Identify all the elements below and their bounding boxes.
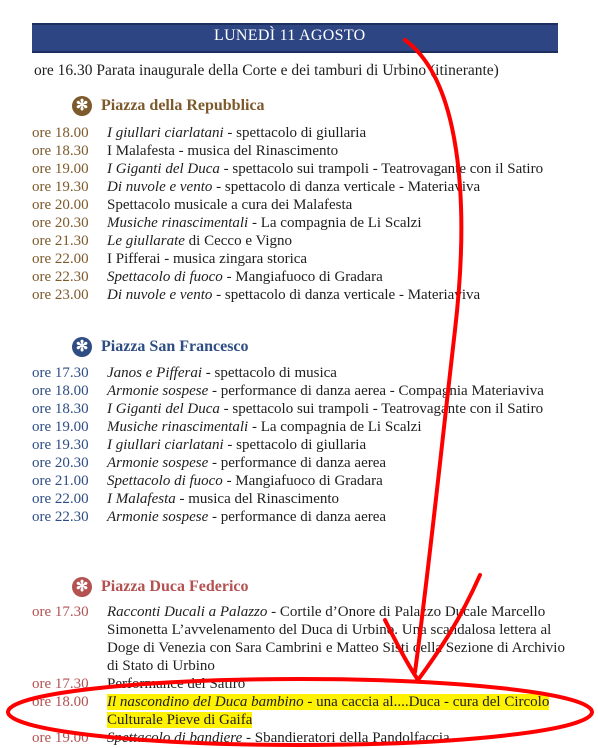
event-details: - spettacolo sui trampoli - Teatrovagante con il Satiro xyxy=(219,401,544,417)
event-details: - performance di danza aerea xyxy=(208,509,387,525)
event-details: - una caccia al....Duca - cura del Circolo Culturale Pieve di Gaifa xyxy=(107,694,550,728)
event-description xyxy=(107,400,572,418)
event-details: - spettacolo di giullaria xyxy=(223,125,367,141)
event-title: Le giullarate xyxy=(107,233,185,249)
event-time: ore 22.00 xyxy=(32,251,89,267)
event-description xyxy=(107,286,572,304)
event-description xyxy=(107,490,572,508)
event-details: - musica del Rinascimento xyxy=(175,491,340,507)
event-row xyxy=(32,160,572,178)
event-description xyxy=(107,178,572,196)
event-description xyxy=(107,472,572,490)
event-row xyxy=(32,436,572,454)
event-description xyxy=(107,603,572,675)
event-time: ore 22.00 xyxy=(32,491,89,507)
event-time: ore 19.30 xyxy=(32,179,89,195)
event-row xyxy=(32,364,572,382)
event-title: I giullari ciarlatani xyxy=(107,437,224,453)
event-time: ore 22.30 xyxy=(32,269,89,285)
event-row xyxy=(32,142,572,160)
event-details: - performance di danza aerea xyxy=(208,455,387,471)
event-time: ore 17.30 xyxy=(32,365,89,381)
event-time: ore 19.00 xyxy=(32,419,89,435)
event-row xyxy=(32,196,572,214)
event-details: I Pifferai - musica zingara storica xyxy=(107,251,308,267)
event-title: I Giganti del Duca xyxy=(107,401,220,417)
event-time: ore 19.30 xyxy=(32,437,89,453)
section-title: Piazza della Repubblica xyxy=(101,97,265,114)
event-time: ore 17.30 xyxy=(32,676,89,692)
event-title: Spettacolo di bandiere xyxy=(107,730,243,746)
event-title: Di nuvole e vento xyxy=(107,287,213,303)
event-details: - Sbandieratori della Pandolfaccia xyxy=(242,730,450,746)
event-row xyxy=(32,178,572,196)
event-time: ore 18.30 xyxy=(32,143,89,159)
event-details: - spettacolo di danza verticale - Materiaviva xyxy=(212,179,481,195)
event-time: ore 18.00 xyxy=(32,383,89,399)
event-description xyxy=(107,268,572,286)
event-time: ore 18.30 xyxy=(32,401,89,417)
event-time: ore 20.30 xyxy=(32,455,89,471)
event-row xyxy=(32,286,572,304)
event-details: - Mangiafuoco di Gradara xyxy=(222,473,383,489)
event-row xyxy=(32,382,572,400)
event-row xyxy=(32,232,572,250)
event-title: Musiche rinascimentali xyxy=(107,419,249,435)
event-row xyxy=(32,214,572,232)
event-list-repubblica xyxy=(32,124,572,304)
section-piazza-san-francesco xyxy=(72,336,249,358)
event-description xyxy=(107,214,572,232)
event-description xyxy=(107,196,572,214)
flower-icon: ✻ xyxy=(72,96,92,116)
event-details: - spettacolo di giullaria xyxy=(223,437,367,453)
event-details: - La compagnia de Li Scalzi xyxy=(248,419,422,435)
event-description xyxy=(107,232,572,250)
event-details: - Cortile d’Onore di Palazzo Ducale Marcello Simonetta L’avvelenamento del Duca di Urbino. Una scandalosa lettera al Doge di Venezia con Sara Cambrini e Matteo Sisti della Sezione di Archivio di Stato di Urbino xyxy=(107,604,565,674)
event-details: I Malafesta - musica del Rinascimento xyxy=(107,143,339,159)
event-row xyxy=(32,400,572,418)
event-title: Il nascondino del Duca bambino xyxy=(107,694,304,710)
event-row xyxy=(32,124,572,142)
event-row xyxy=(32,472,572,490)
event-details: Performance del Satiro xyxy=(107,676,246,692)
event-row xyxy=(32,250,572,268)
event-time: ore 21.00 xyxy=(32,473,89,489)
event-description xyxy=(107,142,572,160)
event-title: Armonie sospese xyxy=(107,383,209,399)
event-details: - spettacolo di danza verticale - Materiaviva xyxy=(212,287,481,303)
event-title: Spettacolo di fuoco xyxy=(107,473,223,489)
event-title: Di nuvole e vento xyxy=(107,179,213,195)
event-description xyxy=(107,418,572,436)
event-details: - La compagnia de Li Scalzi xyxy=(248,215,422,231)
flower-icon: ✻ xyxy=(72,337,92,357)
event-description xyxy=(107,675,572,693)
event-title: I Malafesta xyxy=(107,491,176,507)
event-row xyxy=(32,693,572,729)
event-time: ore 18.00 xyxy=(32,125,89,141)
event-time: ore 18.00 xyxy=(32,694,89,710)
event-description xyxy=(107,382,572,400)
event-details: - performance di danza aerea - Compagnia Materiaviva xyxy=(208,383,544,399)
event-row xyxy=(32,729,572,747)
day-header-label: LUNEDÌ 11 AGOSTO xyxy=(214,27,366,44)
event-time: ore 23.00 xyxy=(32,287,89,303)
event-time: ore 19.00 xyxy=(32,730,89,746)
event-title: I giullari ciarlatani xyxy=(107,125,224,141)
event-row xyxy=(32,454,572,472)
event-time: ore 17.30 xyxy=(32,604,89,620)
event-list-san-francesco xyxy=(32,364,572,526)
section-title: Piazza San Francesco xyxy=(101,338,249,355)
event-title: Armonie sospese xyxy=(107,509,209,525)
event-description xyxy=(107,436,572,454)
event-row xyxy=(32,603,572,675)
event-description xyxy=(107,454,572,472)
event-title: I Giganti del Duca xyxy=(107,161,220,177)
flower-icon: ✻ xyxy=(72,577,92,597)
event-description xyxy=(107,729,572,747)
event-time: ore 21.30 xyxy=(32,233,89,249)
event-description xyxy=(107,124,572,142)
event-row xyxy=(32,508,572,526)
event-list-duca-federico xyxy=(32,603,572,747)
event-description xyxy=(107,364,572,382)
event-details: di Cecco e Vigno xyxy=(184,233,293,249)
event-description xyxy=(107,693,572,729)
event-details: Spettacolo musicale a cura dei Malafesta xyxy=(107,197,353,213)
event-title: Armonie sospese xyxy=(107,455,209,471)
intro-event: ore 16.30 Parata inaugurale della Corte e dei tamburi di Urbino (itinerante) xyxy=(34,62,499,79)
event-time: ore 20.30 xyxy=(32,215,89,231)
event-details: - Mangiafuoco di Gradara xyxy=(222,269,383,285)
event-title: Musiche rinascimentali xyxy=(107,215,249,231)
event-details: - spettacolo sui trampoli - Teatrovagante con il Satiro xyxy=(219,161,544,177)
section-piazza-duca-federico xyxy=(72,576,249,598)
event-row xyxy=(32,268,572,286)
event-details: - spettacolo di musica xyxy=(201,365,337,381)
event-title: Spettacolo di fuoco xyxy=(107,269,223,285)
event-row xyxy=(32,490,572,508)
event-time: ore 19.00 xyxy=(32,161,89,177)
section-title: Piazza Duca Federico xyxy=(101,578,249,595)
event-description xyxy=(107,250,572,268)
event-title: Racconti Ducali a Palazzo xyxy=(107,604,268,620)
event-row xyxy=(32,675,572,693)
event-title: Janos e Pifferai xyxy=(107,365,202,381)
section-piazza-repubblica xyxy=(72,95,265,117)
event-description xyxy=(107,160,572,178)
event-row xyxy=(32,418,572,436)
event-time: ore 22.30 xyxy=(32,509,89,525)
event-time: ore 20.00 xyxy=(32,197,89,213)
event-description xyxy=(107,508,572,526)
